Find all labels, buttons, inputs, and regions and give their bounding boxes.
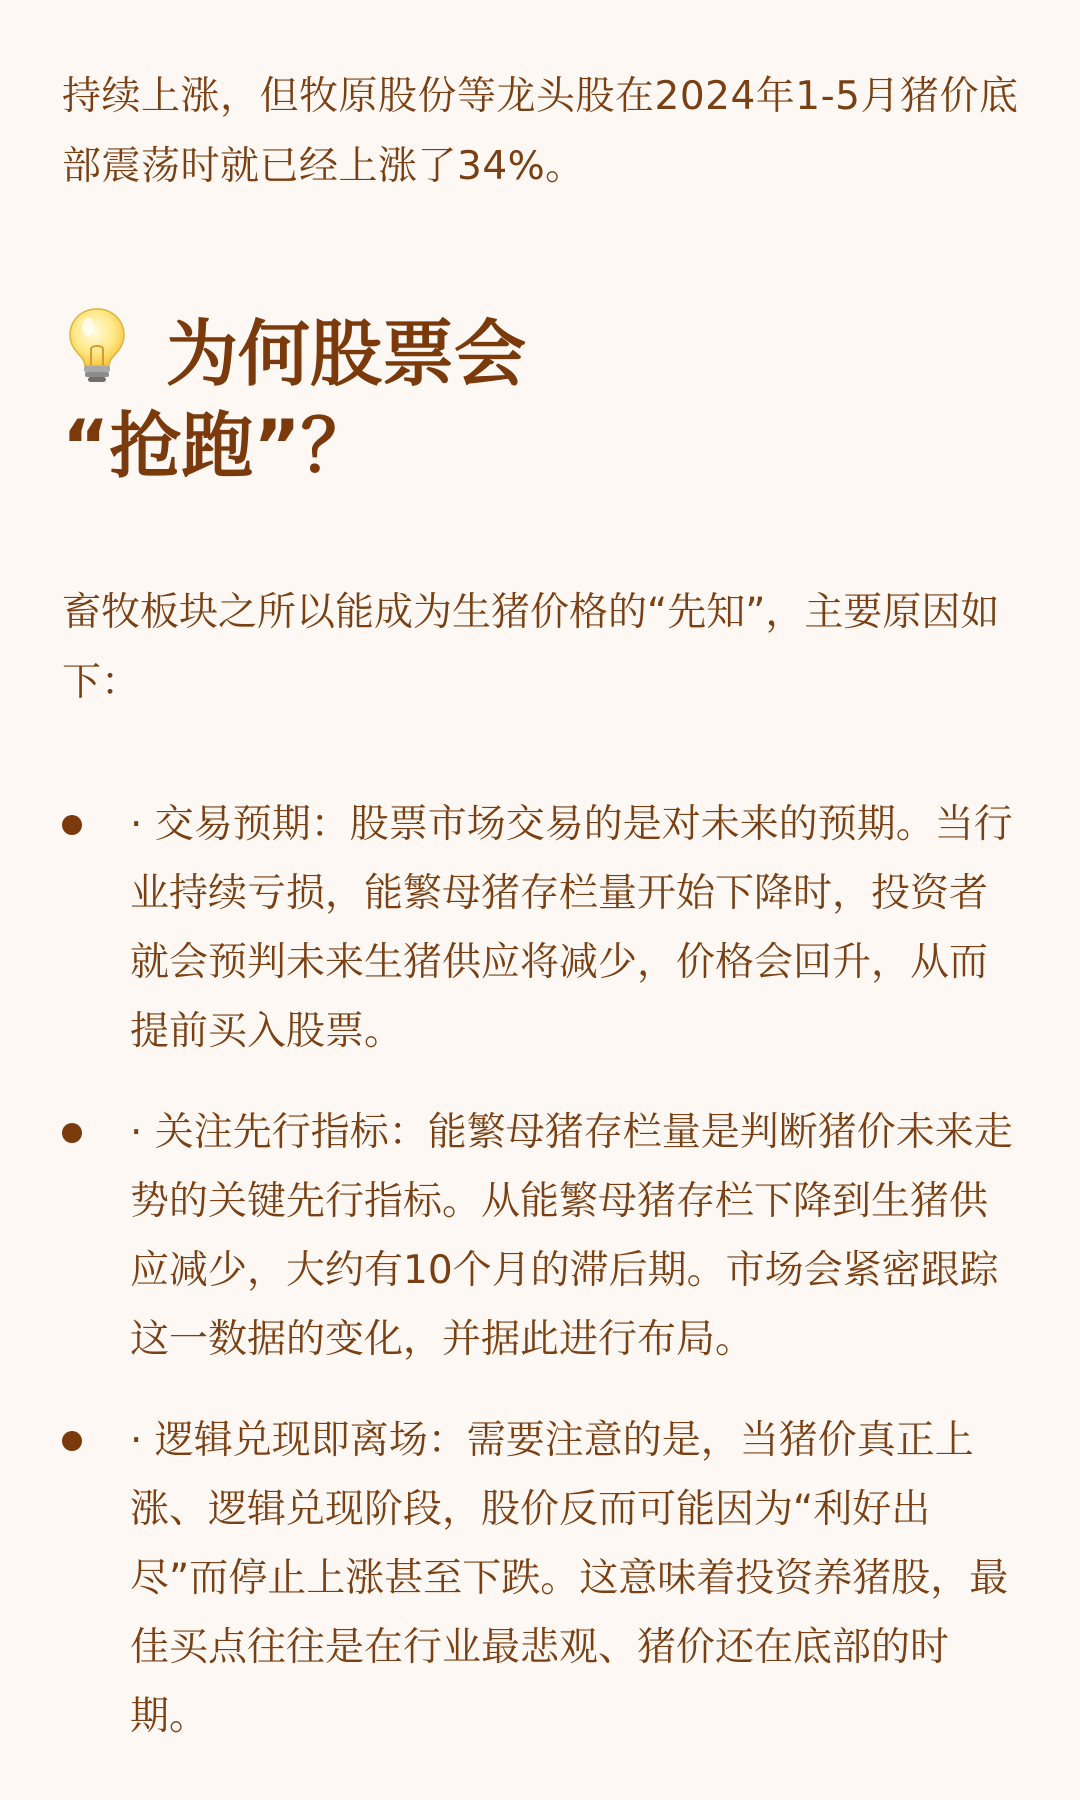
lead-paragraph: 畜牧板块之所以能成为生猪价格的“先知”，主要原因如下： <box>62 590 1000 705</box>
bullet-dot-icon <box>62 815 82 835</box>
section-heading <box>62 305 962 492</box>
intro-paragraph: 持续上涨，但牧原股份等龙头股在2024年1-5月猪价底部震荡时就已经上涨了34%。 <box>62 74 1019 189</box>
bullet-dot-icon <box>62 1431 82 1451</box>
list-item <box>62 790 1022 1066</box>
lightbulb-icon <box>62 305 132 385</box>
heading-line-1: 为何股票会 <box>166 312 527 396</box>
bullet-list <box>62 790 1022 1783</box>
heading-line-2: “抢跑”？ <box>62 404 373 488</box>
list-item-text: · 关注先行指标：能繁母猪存栏量是判断猪价未来走势的关键先行指标。从能繁母猪存栏下降到生猪供应减少，大约有10个月的滞后期。市场会紧密跟踪这一数据的变化，并据此进行布局。 <box>130 1110 1013 1362</box>
bullet-dot-icon <box>62 1123 82 1143</box>
list-item <box>62 1406 1022 1751</box>
list-item <box>62 1098 1022 1374</box>
list-item-text: · 逻辑兑现即离场：需要注意的是，当猪价真正上涨、逻辑兑现阶段，股价反而可能因为“利好出尽”而停止上涨甚至下跌。这意味着投资养猪股，最佳买点往往是在行业最悲观、猪价还在底部的时期。 <box>130 1418 1009 1739</box>
list-item-text: · 交易预期：股票市场交易的是对未来的预期。当行业持续亏损，能繁母猪存栏量开始下降时，投资者就会预判未来生猪供应将减少，价格会回升，从而提前买入股票。 <box>130 802 1013 1054</box>
